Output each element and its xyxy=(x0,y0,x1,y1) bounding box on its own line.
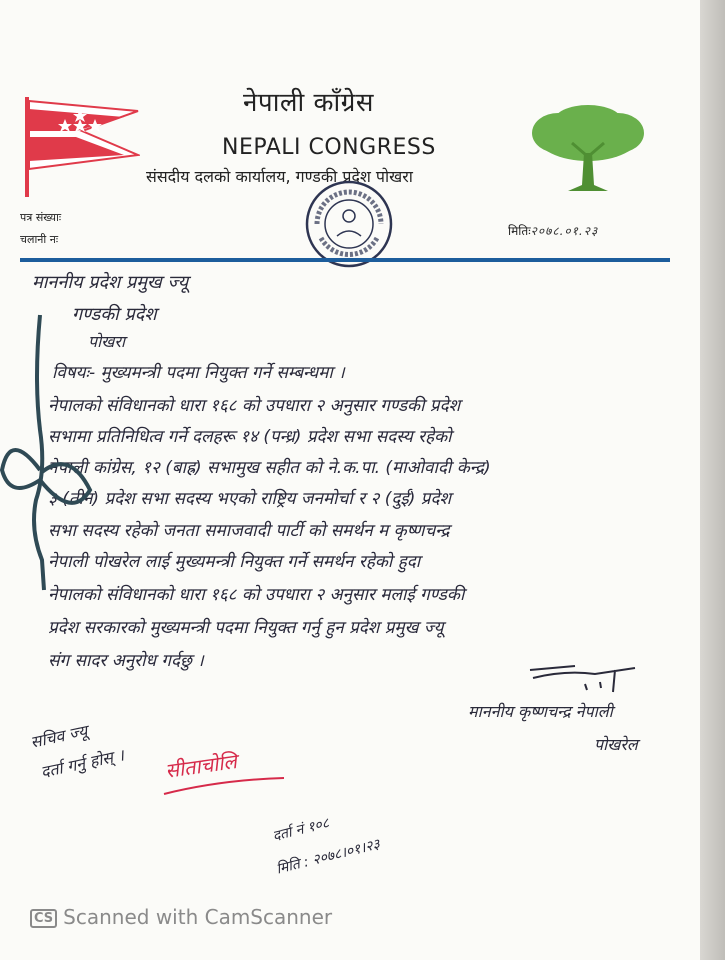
red-ink-signature: सीताचोलि xyxy=(163,749,239,783)
body-line-2: सभामा प्रतिनिधित्व गर्ने दलहरू १४ (पन्ध्र) प्रदेश सभा सदस्य रहेको xyxy=(48,427,452,447)
header-divider xyxy=(20,258,670,262)
body-line-4: ३ (तीन) प्रदेश सभा सदस्य भएको राष्ट्रिय जनमोर्चा र २ (दुई) प्रदेश xyxy=(48,489,452,509)
signatory-surname: पोखरेल xyxy=(594,735,638,754)
registration-date: मिति : २०७८।०१।२३ xyxy=(274,836,382,878)
office-seal-stamp xyxy=(303,178,395,270)
binding-string xyxy=(0,0,120,600)
body-line-7: नेपालको संविधानको धारा १६८ को उपधारा २ अनुसार मलाई गण्डकी xyxy=(48,585,465,605)
addressee-line-2: गण्डकी प्रदेश xyxy=(72,304,157,325)
body-line-5: सभा सदस्य रहेको जनता समाजवादी पार्टी को समर्थन म कृष्णचन्द्र xyxy=(48,521,450,541)
tree-logo xyxy=(528,103,648,195)
camscanner-logo: CS xyxy=(30,909,57,928)
scan-background-edge xyxy=(700,0,725,960)
signature-scribble xyxy=(525,650,645,695)
camscanner-text: Scanned with CamScanner xyxy=(63,905,333,929)
date-value: २०७८.०१.२३ xyxy=(530,224,599,238)
letter-subject: विषयः- मुख्यमन्त्री पदमा नियुक्त गर्ने सम्बन्धमा । xyxy=(52,363,345,383)
date-label: मितिः xyxy=(508,224,531,238)
red-signature-underline xyxy=(160,770,290,800)
body-line-8: प्रदेश सरकारको मुख्यमन्त्री पदमा नियुक्त गर्नु हुन प्रदेश प्रमुख ज्यू xyxy=(48,618,444,638)
camscanner-watermark xyxy=(30,905,332,929)
dispatch-number-label: चलानी नः xyxy=(20,233,59,246)
note-register-instruction: दर्ता गर्नु होस् । xyxy=(39,745,126,782)
addressee-line-1: माननीय प्रदेश प्रमुख ज्यू xyxy=(32,272,189,293)
note-to-secretary: सचिव ज्यू xyxy=(28,721,89,752)
signatory-name: माननीय कृष्णचन्द्र नेपाली xyxy=(468,702,613,721)
addressee-line-3: पोखरा xyxy=(88,332,126,351)
body-line-1: नेपालको संविधानको धारा १६८ को उपधारा २ अनुसार गण्डकी प्रदेश xyxy=(48,396,461,416)
party-name-nepali: नेपाली काँग्रेस xyxy=(243,88,375,118)
party-name-english: NEPALI CONGRESS xyxy=(222,135,436,160)
body-line-3: नेपाली कांग्रेस, १२ (बाह्र) सभामुख सहीत को ने.क.पा. (माओवादी केन्द्र) xyxy=(48,458,491,478)
body-line-9: संग सादर अनुरोध गर्दछु । xyxy=(48,651,204,671)
registration-number: दर्ता नं १०८ xyxy=(271,815,331,845)
date-field xyxy=(508,222,598,239)
party-flag-logo xyxy=(20,97,140,197)
body-line-6: नेपाली पोखरेल लाई मुख्यमन्त्री नियुक्त गर्ने समर्थन रहेको हुदा xyxy=(48,552,421,572)
office-subtitle: संसदीय दलको कार्यालय, गण्डकी प्रदेश पोखरा xyxy=(146,167,413,186)
letter-number-label: पत्र संख्याः xyxy=(20,211,62,224)
